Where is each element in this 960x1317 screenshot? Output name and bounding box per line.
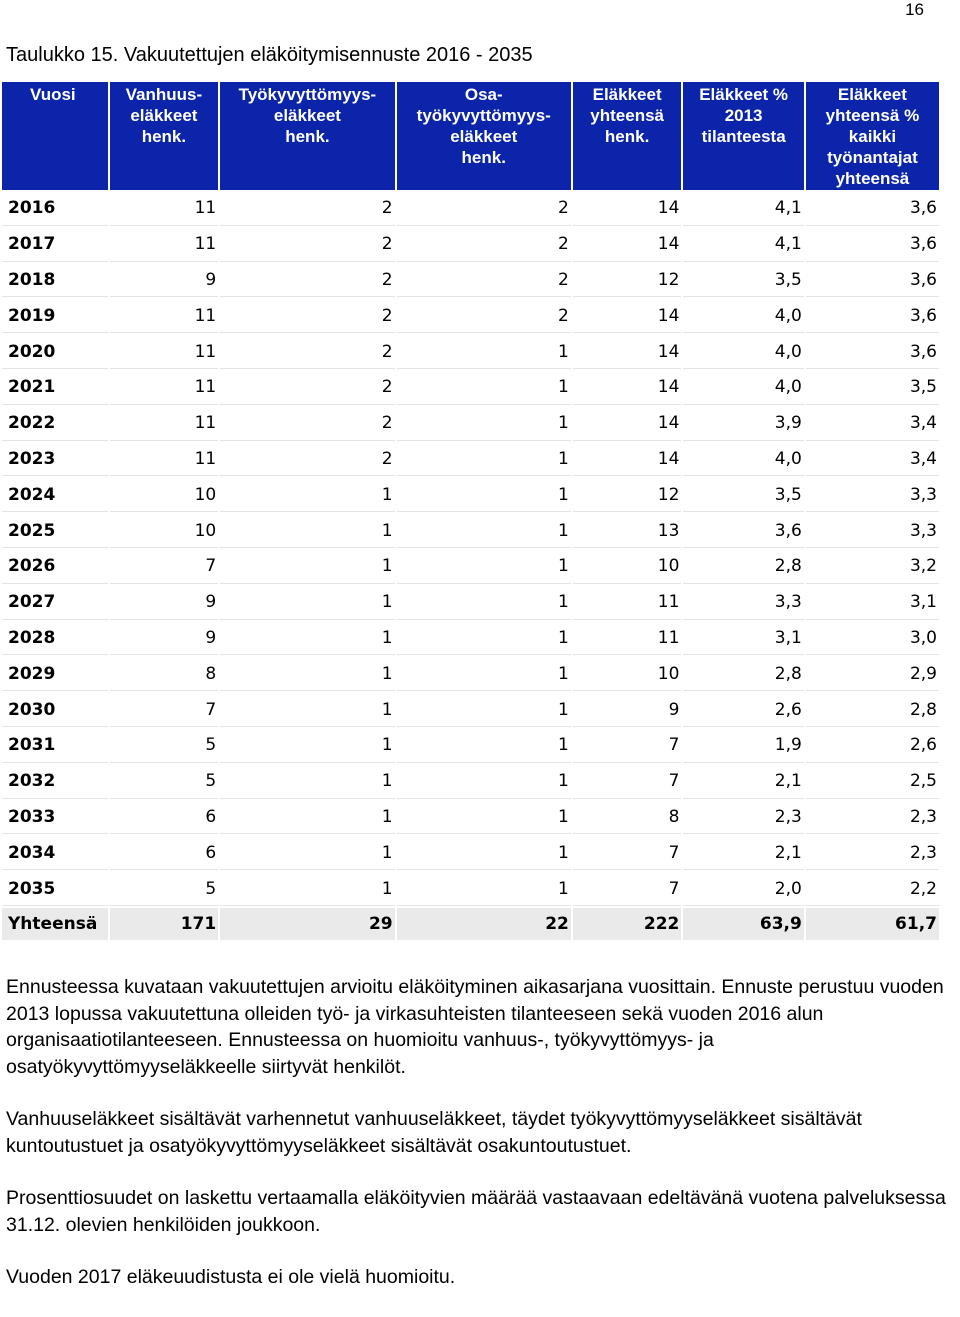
value-cell: 4,1 <box>683 228 803 262</box>
row-label-cell: 2032 <box>2 765 108 799</box>
row-label-cell: 2026 <box>2 550 108 584</box>
value-cell: 1 <box>220 478 394 512</box>
row-label-cell: 2028 <box>2 622 108 656</box>
header-old-age-pensions: Vanhuus- eläkkeet henk. <box>110 82 219 190</box>
table-row <box>2 693 939 727</box>
value-cell: 3,5 <box>806 371 939 405</box>
value-cell: 2,0 <box>683 872 803 906</box>
header-pensions-total: Eläkkeet yhteensä henk. <box>573 82 682 190</box>
header-partial-disability-pensions: Osa- työkyvyttömyys- eläkkeet henk. <box>397 82 571 190</box>
value-cell: 1 <box>397 550 571 584</box>
value-cell: 10 <box>110 478 219 512</box>
value-cell: 2 <box>220 192 394 226</box>
value-cell: 222 <box>573 908 682 940</box>
table-row <box>2 765 939 799</box>
value-cell: 1 <box>397 335 571 369</box>
note-paragraph: Vuoden 2017 eläkeuudistusta ei ole vielä huomioitu. <box>6 1266 456 1288</box>
value-cell: 10 <box>110 514 219 548</box>
value-cell: 14 <box>573 335 682 369</box>
value-cell: 3,6 <box>806 192 939 226</box>
value-cell: 2 <box>220 443 394 477</box>
value-cell: 1 <box>220 765 394 799</box>
value-cell: 1 <box>220 693 394 727</box>
row-label-cell: 2024 <box>2 478 108 512</box>
table-row <box>2 622 939 656</box>
table-row <box>2 192 939 226</box>
note-paragraph: Ennusteessa kuvataan vakuutettujen arvioitu eläköityminen aikasarjana vuosittain. Ennuste perustuu vuoden 2013 lopussa vakuutettuna olleiden työ- ja virkasuhteisten tilanteeseen sekä vuoden 2016 alun organisaatiotilanteeseen. Ennusteessa on huomioitu vanhuus-, työkyvyttömyys- ja osatyökyvyttömyyseläkkeelle siirtyvät henkilöt. <box>6 976 944 1078</box>
value-cell: 10 <box>573 550 682 584</box>
table-row <box>2 586 939 620</box>
row-label-cell: 2018 <box>2 264 108 298</box>
table-header-row <box>2 82 939 190</box>
value-cell: 11 <box>110 192 219 226</box>
table-row <box>2 514 939 548</box>
value-cell: 29 <box>220 908 394 940</box>
table-row <box>2 407 939 441</box>
value-cell: 1 <box>397 801 571 835</box>
value-cell: 14 <box>573 228 682 262</box>
value-cell: 1 <box>220 622 394 656</box>
value-cell: 7 <box>573 729 682 763</box>
value-cell: 2 <box>220 335 394 369</box>
value-cell: 1 <box>397 836 571 870</box>
value-cell: 1 <box>220 729 394 763</box>
value-cell: 1 <box>397 443 571 477</box>
row-label-cell: 2016 <box>2 192 108 226</box>
value-cell: 1 <box>220 514 394 548</box>
value-cell: 1 <box>220 657 394 691</box>
value-cell: 4,0 <box>683 371 803 405</box>
value-cell: 8 <box>573 801 682 835</box>
value-cell: 9 <box>110 622 219 656</box>
value-cell: 9 <box>110 586 219 620</box>
value-cell: 2 <box>397 299 571 333</box>
value-cell: 3,9 <box>683 407 803 441</box>
value-cell: 2,3 <box>683 801 803 835</box>
value-cell: 1 <box>397 586 571 620</box>
pension-forecast-table <box>0 80 941 942</box>
value-cell: 5 <box>110 729 219 763</box>
row-label-cell: 2019 <box>2 299 108 333</box>
value-cell: 2,5 <box>806 765 939 799</box>
value-cell: 3,2 <box>806 550 939 584</box>
value-cell: 1 <box>397 514 571 548</box>
value-cell: 11 <box>110 443 219 477</box>
value-cell: 1 <box>220 836 394 870</box>
row-label-cell: 2020 <box>2 335 108 369</box>
value-cell: 1 <box>397 765 571 799</box>
header-pensions-percent-2013: Eläkkeet % 2013 tilanteesta <box>683 82 803 190</box>
value-cell: 1 <box>397 622 571 656</box>
value-cell: 11 <box>573 586 682 620</box>
value-cell: 11 <box>110 407 219 441</box>
value-cell: 2 <box>220 299 394 333</box>
row-label-cell: 2023 <box>2 443 108 477</box>
row-label-cell: 2034 <box>2 836 108 870</box>
page-number: 16 <box>905 0 924 19</box>
note-paragraph: Prosenttiosuudet on laskettu vertaamalla eläköityvien määrää vastaavaan edeltävänä vuotena palveluksessa 31.12. olevien henkilöiden joukkoon. <box>6 1187 946 1236</box>
value-cell: 1 <box>397 371 571 405</box>
value-cell: 7 <box>110 693 219 727</box>
value-cell: 171 <box>110 908 219 940</box>
value-cell: 22 <box>397 908 571 940</box>
value-cell: 2 <box>397 228 571 262</box>
value-cell: 2,8 <box>683 550 803 584</box>
value-cell: 9 <box>573 693 682 727</box>
value-cell: 5 <box>110 765 219 799</box>
value-cell: 11 <box>573 622 682 656</box>
row-label-cell: Yhteensä <box>2 908 108 940</box>
value-cell: 1 <box>220 586 394 620</box>
value-cell: 11 <box>110 299 219 333</box>
table-row <box>2 801 939 835</box>
value-cell: 1,9 <box>683 729 803 763</box>
header-pensions-percent-all-employers: Eläkkeet yhteensä % kaikki työnantajat yhteensä <box>806 82 939 190</box>
value-cell: 2 <box>397 192 571 226</box>
value-cell: 3,6 <box>806 335 939 369</box>
table-row <box>2 335 939 369</box>
value-cell: 4,0 <box>683 299 803 333</box>
table-caption: Taulukko 15. Vakuutettujen eläköitymisennuste 2016 - 2035 <box>6 44 533 66</box>
value-cell: 3,6 <box>683 514 803 548</box>
value-cell: 2,2 <box>806 872 939 906</box>
row-label-cell: 2022 <box>2 407 108 441</box>
value-cell: 11 <box>110 371 219 405</box>
value-cell: 3,6 <box>806 299 939 333</box>
row-label-cell: 2021 <box>2 371 108 405</box>
row-label-cell: 2033 <box>2 801 108 835</box>
value-cell: 61,7 <box>806 908 939 940</box>
table-row <box>2 299 939 333</box>
value-cell: 2,3 <box>806 836 939 870</box>
value-cell: 3,6 <box>806 264 939 298</box>
value-cell: 3,5 <box>683 478 803 512</box>
table-row <box>2 371 939 405</box>
row-label-cell: 2025 <box>2 514 108 548</box>
table-row <box>2 550 939 584</box>
value-cell: 3,4 <box>806 407 939 441</box>
value-cell: 2 <box>220 228 394 262</box>
value-cell: 7 <box>573 836 682 870</box>
value-cell: 3,4 <box>806 443 939 477</box>
value-cell: 1 <box>397 872 571 906</box>
value-cell: 14 <box>573 443 682 477</box>
value-cell: 1 <box>397 407 571 441</box>
value-cell: 14 <box>573 299 682 333</box>
value-cell: 3,5 <box>683 264 803 298</box>
table-row <box>2 228 939 262</box>
total-row <box>2 908 939 940</box>
header-disability-pensions: Työkyvyttömyys- eläkkeet henk. <box>220 82 394 190</box>
value-cell: 1 <box>397 657 571 691</box>
value-cell: 2,6 <box>683 693 803 727</box>
row-label-cell: 2027 <box>2 586 108 620</box>
value-cell: 2 <box>397 264 571 298</box>
value-cell: 2,6 <box>806 729 939 763</box>
value-cell: 1 <box>220 550 394 584</box>
value-cell: 14 <box>573 407 682 441</box>
value-cell: 3,0 <box>806 622 939 656</box>
value-cell: 9 <box>110 264 219 298</box>
value-cell: 1 <box>397 478 571 512</box>
value-cell: 3,3 <box>806 478 939 512</box>
row-label-cell: 2031 <box>2 729 108 763</box>
value-cell: 6 <box>110 801 219 835</box>
table-row <box>2 872 939 906</box>
value-cell: 4,0 <box>683 335 803 369</box>
value-cell: 2,8 <box>806 693 939 727</box>
value-cell: 14 <box>573 371 682 405</box>
value-cell: 63,9 <box>683 908 803 940</box>
row-label-cell: 2029 <box>2 657 108 691</box>
note-paragraph: Vanhuuseläkkeet sisältävät varhennetut vanhuuseläkkeet, täydet työkyvyttömyyseläkkeet sisältävät kuntoutustuet ja osatyökyvyttömyyseläkkeet sisältävät osakuntoutustuet. <box>6 1108 862 1157</box>
value-cell: 2,8 <box>683 657 803 691</box>
value-cell: 3,1 <box>806 586 939 620</box>
table-row <box>2 836 939 870</box>
value-cell: 2 <box>220 371 394 405</box>
table-row <box>2 729 939 763</box>
value-cell: 2,1 <box>683 836 803 870</box>
value-cell: 4,0 <box>683 443 803 477</box>
table-row <box>2 264 939 298</box>
value-cell: 1 <box>397 693 571 727</box>
value-cell: 6 <box>110 836 219 870</box>
value-cell: 1 <box>220 801 394 835</box>
value-cell: 1 <box>397 729 571 763</box>
header-year: Vuosi <box>2 82 108 190</box>
value-cell: 12 <box>573 264 682 298</box>
value-cell: 11 <box>110 228 219 262</box>
value-cell: 1 <box>220 872 394 906</box>
value-cell: 8 <box>110 657 219 691</box>
value-cell: 2,1 <box>683 765 803 799</box>
value-cell: 7 <box>573 765 682 799</box>
value-cell: 2,3 <box>806 801 939 835</box>
value-cell: 13 <box>573 514 682 548</box>
value-cell: 3,6 <box>806 228 939 262</box>
value-cell: 3,3 <box>683 586 803 620</box>
table-row <box>2 478 939 512</box>
value-cell: 7 <box>573 872 682 906</box>
table-row <box>2 657 939 691</box>
notes <box>6 974 956 1317</box>
value-cell: 7 <box>110 550 219 584</box>
value-cell: 5 <box>110 872 219 906</box>
row-label-cell: 2030 <box>2 693 108 727</box>
value-cell: 2 <box>220 264 394 298</box>
value-cell: 10 <box>573 657 682 691</box>
value-cell: 3,3 <box>806 514 939 548</box>
value-cell: 12 <box>573 478 682 512</box>
value-cell: 14 <box>573 192 682 226</box>
value-cell: 3,1 <box>683 622 803 656</box>
row-label-cell: 2017 <box>2 228 108 262</box>
table-row <box>2 443 939 477</box>
value-cell: 2 <box>220 407 394 441</box>
value-cell: 2,9 <box>806 657 939 691</box>
value-cell: 4,1 <box>683 192 803 226</box>
row-label-cell: 2035 <box>2 872 108 906</box>
value-cell: 11 <box>110 335 219 369</box>
